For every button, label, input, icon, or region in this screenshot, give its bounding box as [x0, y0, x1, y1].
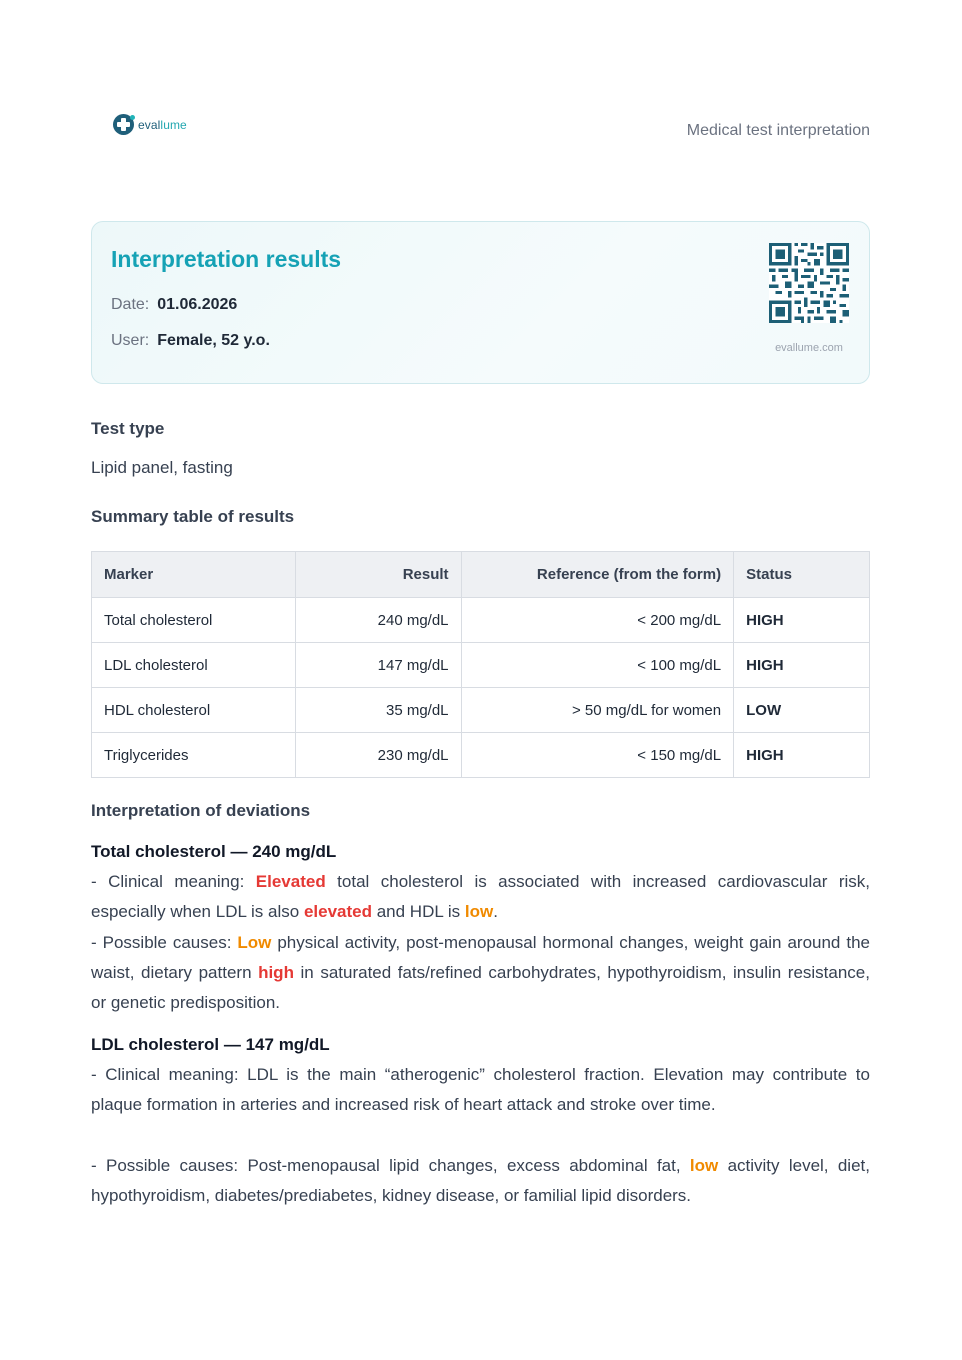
- deviation-title: LDL cholesterol — 147 mg/dL: [91, 1035, 330, 1054]
- result-cell: 35 mg/dL: [295, 688, 461, 733]
- results-card: [91, 221, 870, 384]
- user-label: User:: [111, 332, 150, 349]
- low-keyword: low: [689, 1156, 719, 1175]
- status-badge: HIGH: [734, 598, 870, 643]
- elevated-keyword: elevated: [303, 902, 372, 922]
- marker-cell: Total cholesterol: [92, 598, 296, 643]
- marker-cell: LDL cholesterol: [92, 643, 296, 688]
- summary-heading: Summary table of results: [91, 507, 295, 526]
- table-row: [92, 688, 870, 733]
- deviations-heading: Interpretation of deviations: [91, 801, 311, 820]
- result-cell: 230 mg/dL: [295, 733, 461, 778]
- table-header-row: [92, 552, 870, 598]
- result-cell: 147 mg/dL: [295, 643, 461, 688]
- medical-cross-icon: [113, 114, 134, 135]
- column-header-result: Result: [295, 552, 461, 598]
- clinical-meaning-paragraph: - Clinical meaning: Elevated total cholesterol is associated with increased cardiovascular risk, especially when LDL is also elevated and HDL is low.: [91, 872, 871, 922]
- results-table: [91, 551, 870, 778]
- user-row: [111, 332, 270, 350]
- marker-cell: Triglycerides: [92, 733, 296, 778]
- date-row: [111, 296, 237, 314]
- marker-cell: HDL cholesterol: [92, 688, 296, 733]
- reference-cell: < 150 mg/dL: [461, 733, 734, 778]
- test-type-heading: Test type: [91, 419, 165, 438]
- possible-causes-paragraph: - Possible causes: Post-menopausal lipid changes, excess abdominal fat, low activity level, diet, hypothyroidism, diabetes/prediabetes, kidney disease, or familial lipid disorders.: [91, 1156, 870, 1206]
- table-row: [92, 598, 870, 643]
- card-title: Interpretation results: [111, 246, 342, 272]
- elevated-keyword: Elevated: [255, 872, 326, 891]
- status-badge: HIGH: [734, 643, 870, 688]
- deviation-title: Total cholesterol — 240 mg/dL: [91, 842, 337, 861]
- clinical-meaning-paragraph: - Clinical meaning: LDL is the main “atherogenic” cholesterol fraction. Elevation may contribute to plaque formation in arteries and increased risk of heart attack and stroke over time.: [91, 1065, 870, 1115]
- page-header: [113, 112, 870, 142]
- status-badge: LOW: [734, 688, 870, 733]
- brand-name: evallume: [138, 117, 187, 132]
- status-badge: HIGH: [734, 733, 870, 778]
- result-cell: 240 mg/dL: [295, 598, 461, 643]
- column-header-status: Status: [734, 552, 870, 598]
- date-label: Date:: [111, 296, 150, 313]
- table-row: [92, 733, 870, 778]
- low-keyword: low: [464, 902, 494, 922]
- date-value: 01.06.2026: [157, 296, 238, 313]
- reference-cell: < 200 mg/dL: [461, 598, 734, 643]
- column-header-marker: Marker: [92, 552, 296, 598]
- header-caption: Medical test interpretation: [686, 122, 870, 139]
- test-type-value: Lipid panel, fasting: [91, 458, 233, 477]
- column-header-reference: Reference (from the form): [461, 552, 734, 598]
- qr-code-icon[interactable]: [769, 243, 849, 323]
- low-keyword: Low: [237, 933, 272, 952]
- high-keyword: high: [258, 963, 294, 983]
- reference-cell: > 50 mg/dL for women: [461, 688, 734, 733]
- possible-causes-paragraph: - Possible causes: Low physical activity, post-menopausal hormonal changes, weight gain around the waist, dietary pattern high in saturated fats/refined carbohydrates, hypothyroidism, insulin resistance, or genetic predisposition.: [91, 933, 870, 1013]
- brand-logo[interactable]: [113, 114, 187, 135]
- reference-cell: < 100 mg/dL: [461, 643, 734, 688]
- qr-caption: evallume.com: [775, 342, 843, 354]
- table-row: [92, 643, 870, 688]
- user-value: Female, 52 y.o.: [157, 332, 270, 349]
